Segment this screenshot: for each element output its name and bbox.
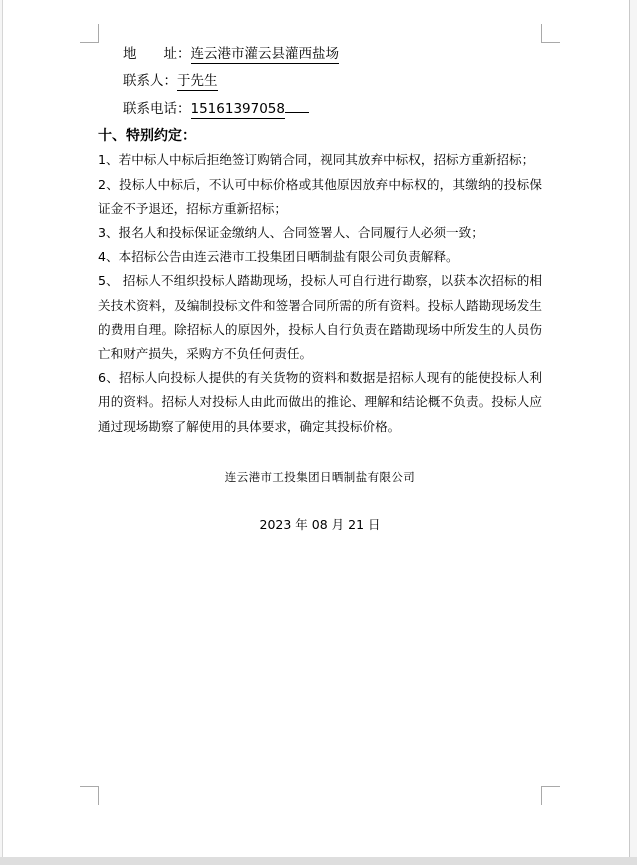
phone-underline-pad — [285, 111, 309, 113]
contact-person-label: 联系人： — [123, 73, 177, 90]
address-label: 地 址： — [123, 46, 191, 62]
section-body — [98, 148, 542, 438]
clause-item-6: 6、招标人向投标人提供的有关货物的资料和数据是招标人现有的能使投标人利用的资料。招标人对投标人由此而做出的推论、理解和结论概不负责。投标人应通过现场勘察了解使用的具体要求，确定其投标价格。 — [98, 370, 542, 434]
contact-person-line — [123, 68, 542, 95]
phone-value: 15161397058 — [190, 100, 285, 117]
page-content — [98, 41, 542, 532]
clause-item-5: 5、 招标人不组织投标人踏勘现场，投标人可自行进行勘察，以获本次招标的相关技术资料，及编制投标文件和签署合同所需的所有资料。投标人踏勘现场发生的费用自理。除招标人的原因外，投标人自行负责在踏勘现场中所发生的人员伤亡和财产损失，采购方不负任何责任。 — [98, 273, 542, 362]
section-heading: 十、特别约定： — [98, 128, 196, 145]
clause-item-1: 1、若中标人中标后拒绝签订购销合同，视同其放弃中标权，招标方重新招标； — [98, 152, 535, 168]
crop-mark-top-left — [80, 24, 99, 43]
contact-block — [98, 41, 542, 123]
signature-date: 2023 年 08 月 21 日 — [259, 516, 381, 532]
contact-person-value: 于先生 — [177, 73, 218, 90]
phone-label: 联系电话： — [123, 100, 191, 117]
document-page — [2, 0, 630, 857]
phone-line — [123, 96, 542, 123]
address-value: 连云港市灌云县灌西盐场 — [190, 46, 339, 62]
signature-company: 连云港市工投集团日晒制盐有限公司 — [224, 469, 416, 484]
crop-mark-bottom-left — [80, 786, 99, 805]
clause-item-4: 4、本招标公告由连云港市工投集团日晒制盐有限公司负责解释。 — [98, 249, 459, 265]
crop-mark-bottom-right — [541, 786, 560, 805]
crop-mark-top-right — [541, 24, 560, 43]
clause-item-2: 2、投标人中标后，不认可中标价格或其他原因放弃中标权的，其缴纳的投标保证金不予退还，招标方重新招标； — [98, 176, 542, 216]
clause-item-3: 3、报名人和投标保证金缴纳人、合同签署人、合同履行人必须一致； — [98, 225, 484, 241]
address-line — [123, 41, 542, 68]
canvas-below-page — [0, 857, 637, 865]
